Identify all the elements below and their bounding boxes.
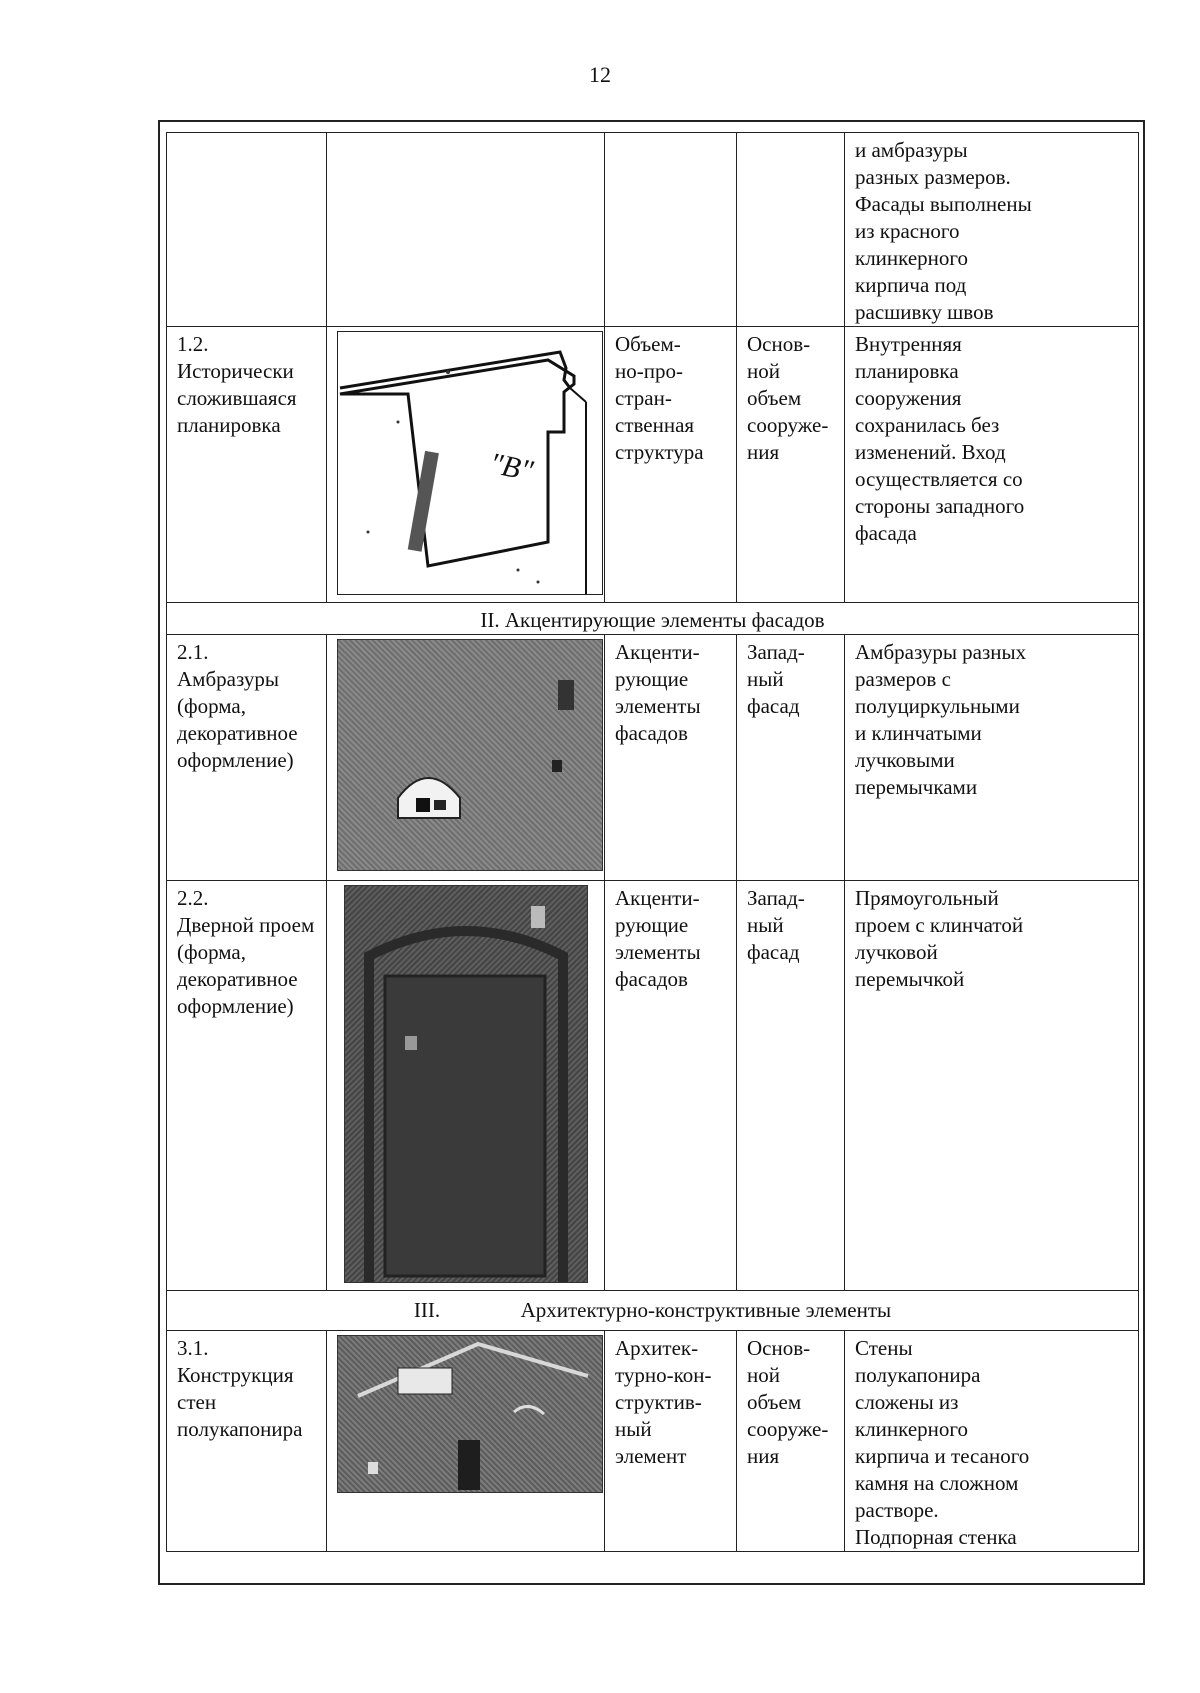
page-number: 12 (589, 62, 611, 87)
description-cell: Стены полукапонира сложены из клинкерного кирпича и тесаного камня на сложном растворе. Подпорная стенка (845, 1331, 1139, 1552)
image-cell (327, 133, 605, 327)
title-cell: 3.1. Конструкция стен полукапонира (167, 1331, 327, 1552)
image-cell (327, 881, 605, 1291)
location-cell: Запад- ный фасад (737, 881, 845, 1291)
table-row (167, 881, 1139, 1291)
location-cell: Основ- ной объем сооруже- ния (737, 1331, 845, 1552)
type-cell: Объем- но-про- стран- ственная структура (605, 327, 737, 603)
type-cell: Акценти- рующие элементы фасадов (605, 635, 737, 881)
table-row (167, 327, 1139, 603)
description-cell: Амбразуры разных размеров с полуциркульными и клинчатыми лучковыми перемычками (845, 635, 1139, 881)
section-heading: III. Архитектурно-конструктивные элементы (167, 1291, 1139, 1331)
location-cell (737, 133, 845, 327)
section-heading: II. Акцентирующие элементы фасадов (167, 603, 1139, 635)
heritage-elements-table (166, 132, 1139, 1552)
location-cell: Основ- ной объем сооруже- ния (737, 327, 845, 603)
location-cell: Запад- ный фасад (737, 635, 845, 881)
embrasure-photo (337, 639, 603, 871)
description-cell: Внутренняя планировка сооружения сохранилась без изменений. Вход осуществляется со стороны западного фасада (845, 327, 1139, 603)
type-cell: Акценти- рующие элементы фасадов (605, 881, 737, 1291)
image-cell (327, 635, 605, 881)
section-row (167, 1291, 1139, 1331)
svg-text:"В": "В" (486, 446, 536, 488)
title-cell (167, 133, 327, 327)
title-cell: 2.2. Дверной проем (форма, декоративное оформление) (167, 881, 327, 1291)
table-row (167, 635, 1139, 881)
table-row (167, 133, 1139, 327)
doorway-photo (344, 885, 588, 1283)
title-cell: 2.1. Амбразуры (форма, декоративное оформление) (167, 635, 327, 881)
floor-plan-image (337, 331, 603, 595)
image-cell (327, 327, 605, 603)
description-cell: Прямоугольный проем с клинчатой лучковой перемычкой (845, 881, 1139, 1291)
title-cell: 1.2. Исторически сложившаяся планировка (167, 327, 327, 603)
type-cell (605, 133, 737, 327)
wall-photo (337, 1335, 603, 1493)
image-cell (327, 1331, 605, 1552)
section-row (167, 603, 1139, 635)
table-row (167, 1331, 1139, 1552)
type-cell: Архитек- турно-кон- структив- ный элемент (605, 1331, 737, 1552)
description-cell: и амбразуры разных размеров. Фасады выполнены из красного клинкерного кирпича под расшивку швов (845, 133, 1139, 327)
